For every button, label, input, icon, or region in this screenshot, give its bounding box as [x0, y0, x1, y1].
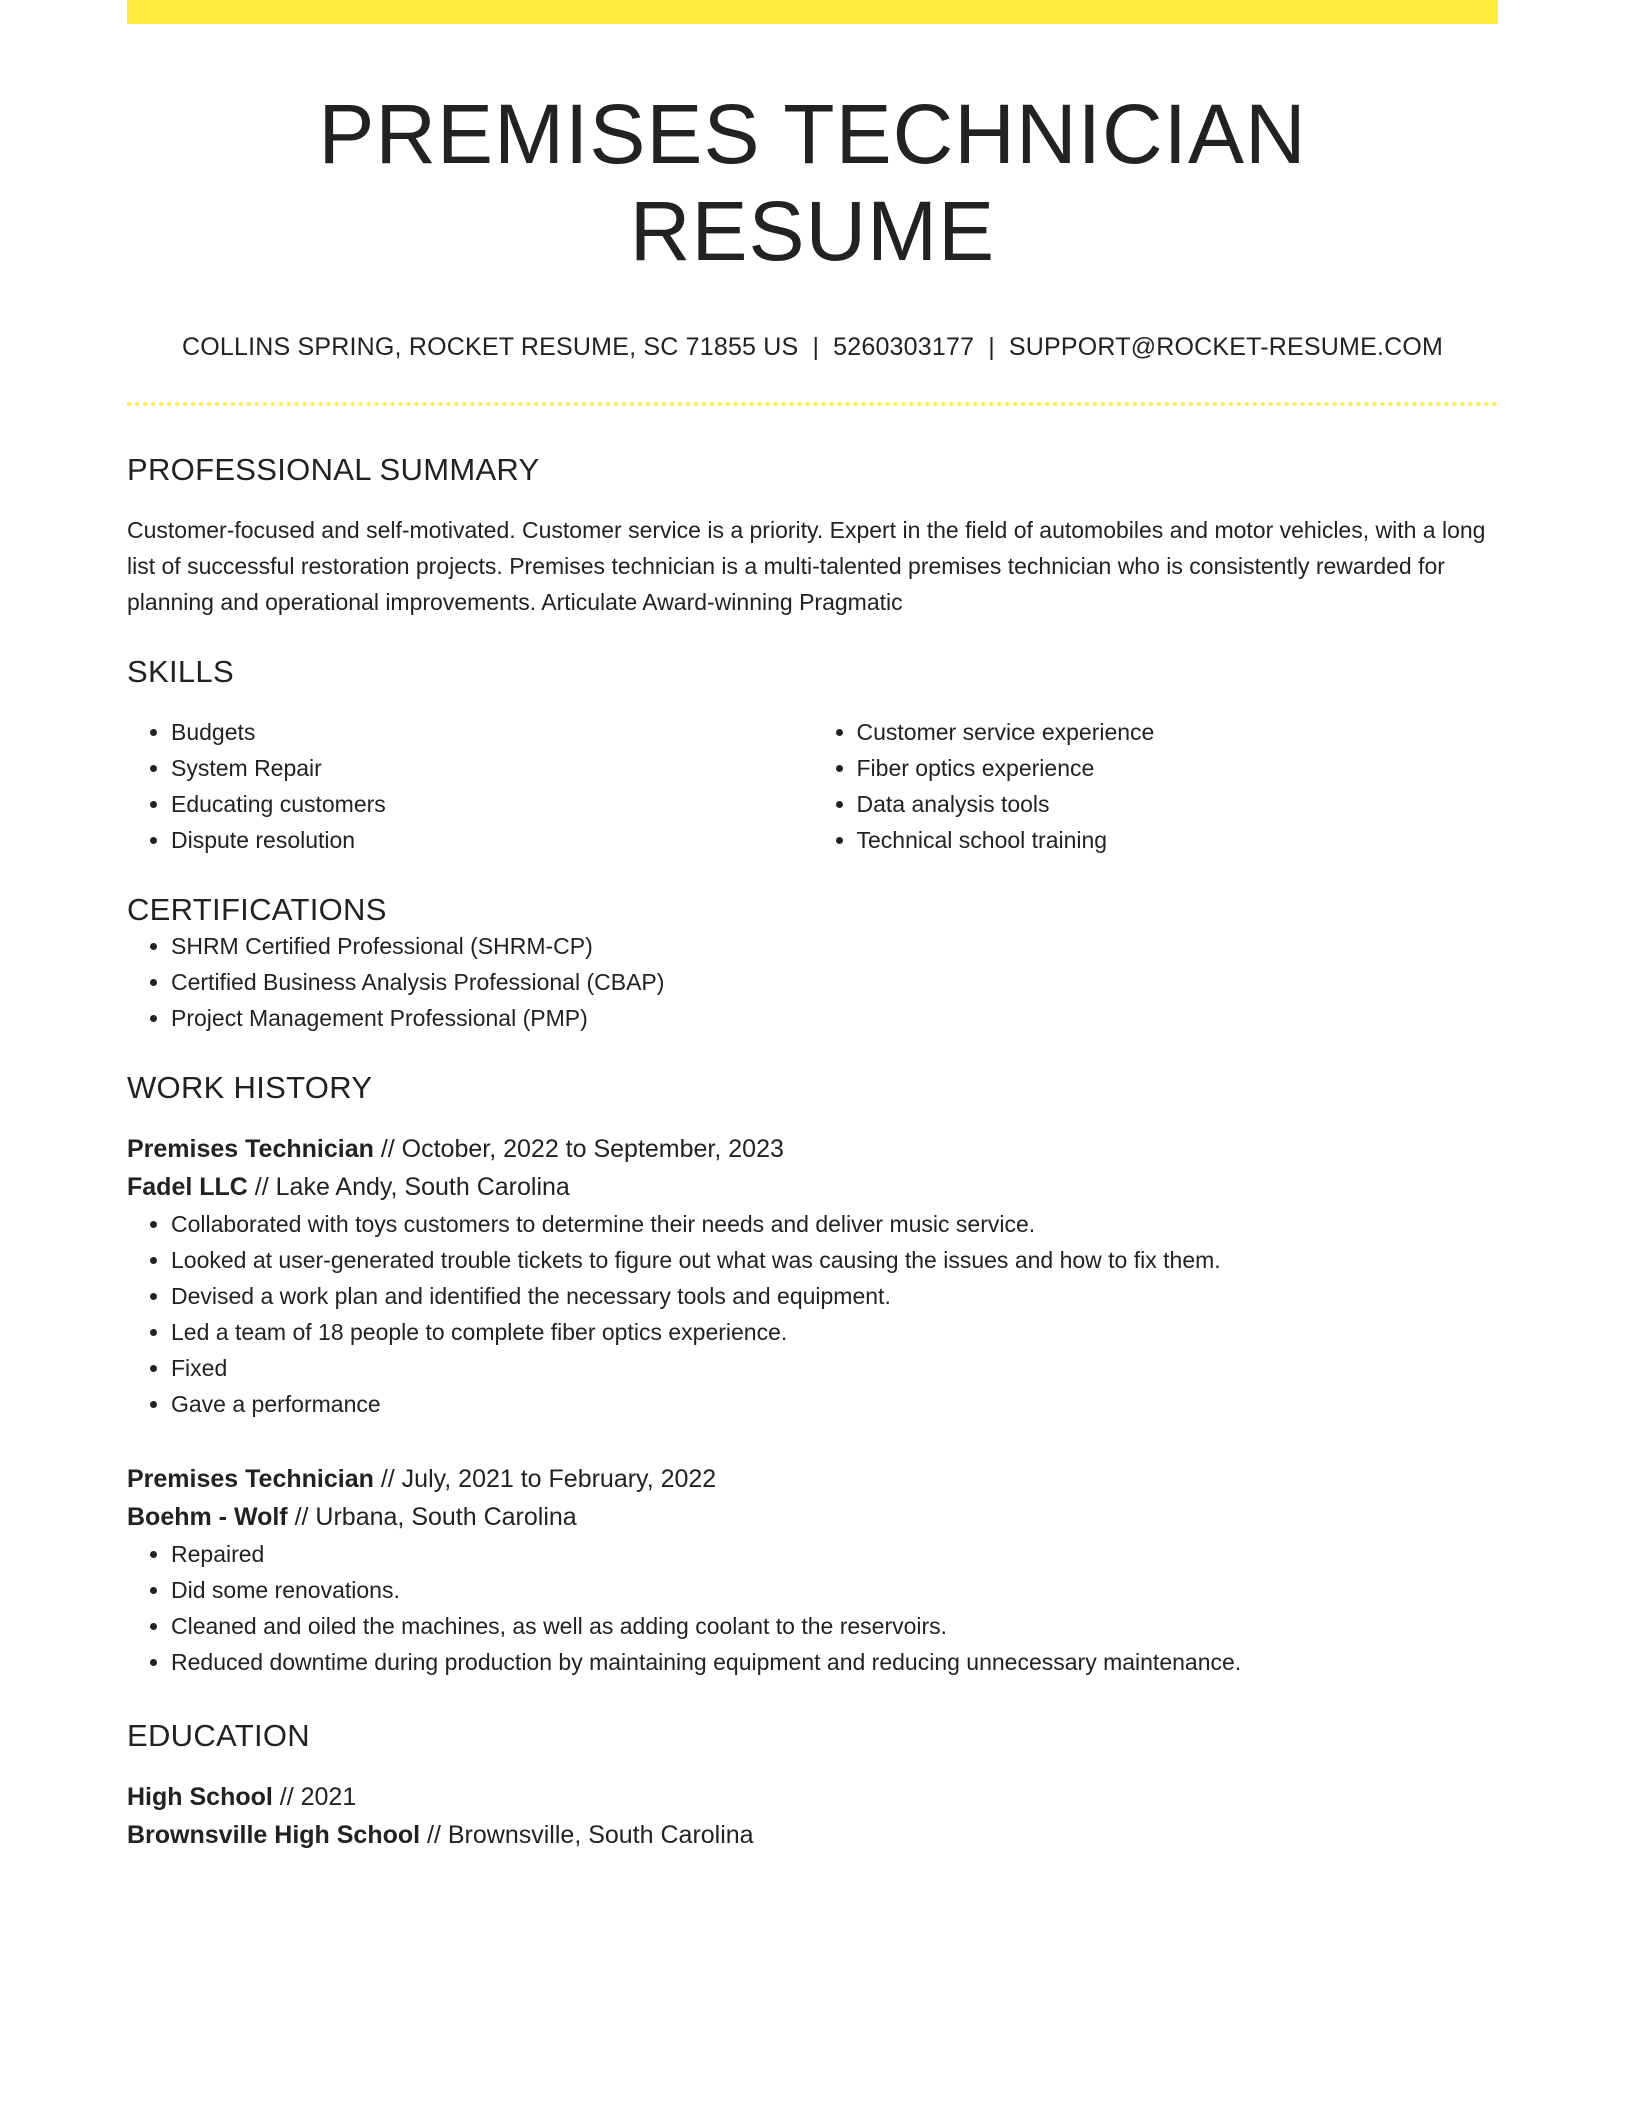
resume-page: [127, 0, 1498, 1854]
degree: High School: [127, 1783, 273, 1812]
skills-heading: SKILLS: [127, 654, 234, 690]
skill-item: • Budgets: [171, 714, 813, 750]
job-company-line: [127, 1498, 1498, 1536]
contact-separator: |: [988, 333, 995, 362]
company-name: Fadel LLC: [127, 1173, 248, 1202]
job-title: Premises Technician: [127, 1465, 374, 1494]
job-duty: • Collaborated with toys customers to determine their needs and deliver music service.: [171, 1206, 1498, 1242]
job-duty: • Did some renovations.: [171, 1572, 1498, 1608]
job-dates: // October, 2022 to September, 2023: [380, 1135, 784, 1164]
skill-item: • Fiber optics experience: [857, 750, 1499, 786]
education-heading: EDUCATION: [127, 1718, 310, 1754]
job-dates: // July, 2021 to February, 2022: [380, 1465, 717, 1494]
certification-item: • Project Management Professional (PMP): [171, 1000, 1498, 1036]
job-location: // Urbana, South Carolina: [294, 1503, 577, 1532]
address: COLLINS SPRING, ROCKET RESUME, SC 71855 US: [181, 333, 799, 362]
certification-item: • Certified Business Analysis Professional (CBAP): [171, 964, 1498, 1000]
school-name: Brownsville High School: [127, 1821, 421, 1850]
skill-item: • Educating customers: [171, 786, 813, 822]
job-title-line: [127, 1130, 1498, 1168]
skill-item: • Data analysis tools: [857, 786, 1499, 822]
email: SUPPORT@ROCKET-RESUME.COM: [1008, 333, 1444, 362]
school-location: // Brownsville, South Carolina: [427, 1821, 754, 1850]
summary-text: Customer-focused and self-motivated. Customer service is a priority. Expert in the field of automobiles and motor vehicles, with a long list of successful restoration projects. Premises technician is a multi-talented premises technician who is consistently rewarded for planning and operational improvements. Articulate Award-winning Pragmatic: [127, 517, 1486, 616]
job-duty: • Reduced downtime during production by maintaining equipment and reducing unnecessary maintenance.: [171, 1644, 1498, 1680]
school-line: [127, 1816, 1498, 1854]
education-year: // 2021: [279, 1783, 357, 1812]
job-duty: • Repaired: [171, 1536, 1498, 1572]
job-title: Premises Technician: [127, 1135, 374, 1164]
job-duty: • Gave a performance: [171, 1386, 1498, 1422]
job-duty: • Cleaned and oiled the machines, as well as adding coolant to the reservoirs.: [171, 1608, 1498, 1644]
contact-separator: |: [812, 333, 820, 362]
skill-item: • Technical school training: [857, 822, 1499, 858]
work-history-heading: WORK HISTORY: [127, 1070, 373, 1106]
certification-item: • SHRM Certified Professional (SHRM-CP): [171, 928, 1498, 964]
dotted-divider: [127, 402, 1498, 406]
job-duties-list: [127, 1206, 1498, 1422]
skill-item: • Customer service experience: [857, 714, 1499, 750]
skills-column-left: [127, 714, 813, 858]
skill-item: • Dispute resolution: [171, 822, 813, 858]
certifications-heading: CERTIFICATIONS: [127, 892, 387, 928]
skills-column-right: [813, 714, 1499, 858]
job-duty: • Led a team of 18 people to complete fiber optics experience.: [171, 1314, 1498, 1350]
job-title-line: [127, 1460, 1498, 1498]
certifications-list: [127, 928, 1498, 1036]
skill-item: • System Repair: [171, 750, 813, 786]
page-title: PREMISES TECHNICIAN RESUME: [318, 87, 1307, 278]
contact-line: [127, 333, 1498, 362]
job-location: // Lake Andy, South Carolina: [254, 1173, 570, 1202]
company-name: Boehm - Wolf: [127, 1503, 288, 1532]
job-entry: [127, 1130, 1498, 1422]
job-duties-list: [127, 1536, 1498, 1680]
summary-heading: PROFESSIONAL SUMMARY: [127, 452, 540, 488]
top-accent-bar: [127, 0, 1498, 24]
job-company-line: [127, 1168, 1498, 1206]
skills-grid: [127, 714, 1498, 858]
job-duty: • Looked at user-generated trouble tickets to figure out what was causing the issues and how to fix them.: [171, 1242, 1498, 1278]
education-entry: [127, 1778, 1498, 1854]
job-duty: • Devised a work plan and identified the necessary tools and equipment.: [171, 1278, 1498, 1314]
phone: 5260303177: [833, 333, 975, 362]
job-duty: • Fixed: [171, 1350, 1498, 1386]
degree-line: [127, 1778, 1498, 1816]
job-entry: [127, 1460, 1498, 1680]
